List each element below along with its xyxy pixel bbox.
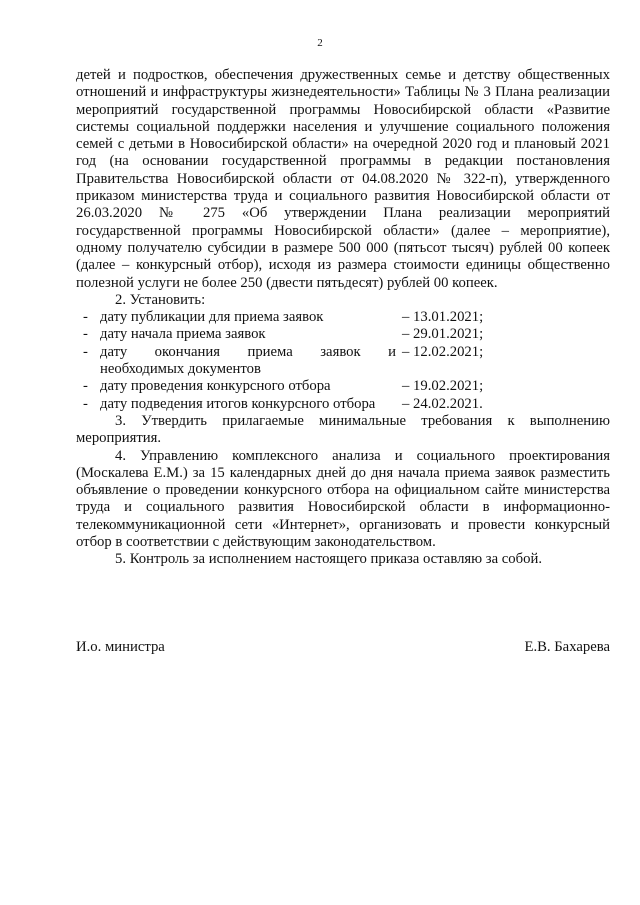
schedule-date: – 19.02.2021;	[402, 378, 484, 395]
item-2-heading: 2. Установить:	[115, 291, 206, 308]
document-body	[76, 67, 610, 569]
list-dash: -	[83, 378, 88, 395]
list-dash: -	[83, 326, 88, 343]
schedule-date: – 29.01.2021;	[402, 326, 484, 343]
list-dash: -	[83, 309, 88, 326]
schedule-item-start	[76, 326, 610, 343]
schedule-date: – 12.02.2021;	[402, 343, 484, 360]
item-3-paragraph: 3. Утвердить прилагаемые минимальные требования к выполнению мероприятия.	[76, 412, 610, 447]
schedule-label-line1: дату окончания приема заявок и	[100, 343, 396, 360]
schedule-list	[76, 309, 610, 413]
schedule-item-end	[76, 344, 610, 379]
schedule-item-publication	[76, 309, 610, 326]
list-dash: -	[83, 395, 88, 412]
schedule-item-conduct	[76, 378, 610, 395]
schedule-label: дату подведения итогов конкурсного отбора	[100, 395, 376, 412]
schedule-label: дату проведения конкурсного отбора	[100, 378, 331, 395]
schedule-label: дату публикации для приема заявок	[100, 309, 324, 326]
schedule-label	[100, 344, 396, 379]
schedule-item-results	[76, 396, 610, 413]
intro-paragraph: детей и подростков, обеспечения дружественных семье и детству общественных отношений и инфраструктуры жизнедеятельности» Таблицы № 3 Плана реализации мероприятий государственной программы Новосибирской области «Развитие системы социальной поддержки населения и улучшение социального положения семей с детьми в Новосибирской области» на очередной 2020 год и плановый 2021 год (на основании государственной программы в редакции постановления Правительства Новосибирской области от 04.08.2020 № 322-п), утвержденного приказом министерства труда и социального развития Новосибирской области от 26.03.2020 № 275 «Об утверждении Плана реализации мероприятий государственной программы Новосибирской области» (далее – мероприятие), одному получателю субсидии в размере 500 000 (пятьсот тысяч) рублей 00 копеек (далее – конкурсный отбор), исходя из размера стоимости единицы общественно полезной услуги не более 250 (двести пятьдесят) рублей 00 копеек.	[76, 67, 610, 291]
schedule-date: – 13.01.2021;	[402, 309, 484, 326]
signatory-name: Е.В. Бахарева	[524, 639, 610, 655]
item-4-paragraph: 4. Управлению комплексного анализа и социального проектирования (Москалева Е.М.) за 15 календарных дней до дня начала приема заявок разместить объявление о проведении конкурсного отбора на официальном сайте министерства труда и социального развития Новосибирской области в информационно-телекоммуникационной сети «Интернет», организовать и провести конкурсный отбор в соответствии с действующим законодательством.	[76, 447, 610, 551]
signature-block	[76, 639, 610, 656]
schedule-label-line2: необходимых документов	[100, 361, 261, 378]
schedule-date: – 24.02.2021.	[402, 395, 483, 412]
page-number: 2	[317, 37, 323, 49]
signatory-position: И.о. министра	[76, 639, 165, 655]
list-dash: -	[83, 343, 88, 360]
item-5-paragraph: 5. Контроль за исполнением настоящего приказа оставляю за собой.	[115, 551, 542, 568]
schedule-label: дату начала приема заявок	[100, 326, 266, 343]
